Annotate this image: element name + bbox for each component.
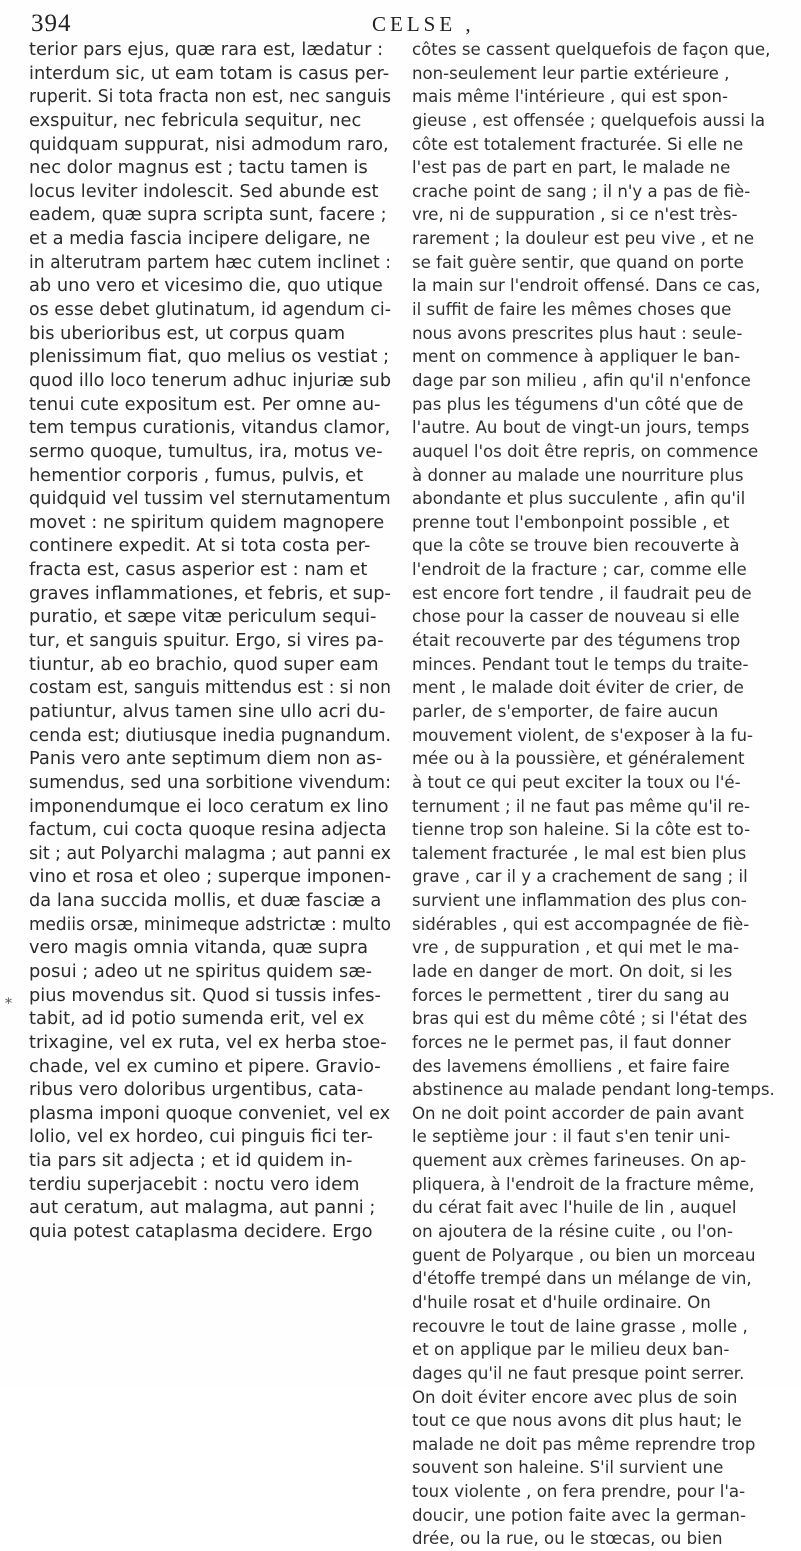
french-text-line: tout ce que nous avons dit plus haut; le: [412, 1411, 742, 1431]
latin-text-line: tabit, ad id potio sumenda erit, vel ex: [29, 1008, 365, 1030]
latin-text-line: eadem, quæ supra scripta sunt, facere ;: [29, 204, 387, 226]
french-text-line: ment , le malade doit éviter de crier, de: [412, 678, 744, 698]
latin-text-line: posui ; adeo ut ne spiritus quidem sæ-: [29, 960, 373, 982]
french-text-line: à tout ce qui peut exciter la toux ou l'é-: [412, 772, 741, 792]
latin-text-line: ruperit. Si tota fracta non est, nec sanguis: [29, 86, 391, 108]
french-text-line: gieuse , est offensée ; quelquefois aussi la: [412, 110, 765, 130]
latin-text-line: terior pars ejus, quæ rara est, lædatur :: [29, 39, 384, 60]
french-text-line: le septième jour : il faut s'en tenir uni-: [412, 1127, 731, 1147]
latin-text-line: vino et rosa et oleo ; superque imponen-: [29, 866, 391, 888]
french-text-line: était recouverte par des tégumens trop: [412, 631, 741, 651]
french-text-line: ment on commence à appliquer le ban-: [412, 347, 741, 367]
latin-text-line: quod illo loco tenerum adhuc injuriæ sub: [29, 369, 391, 391]
french-text-line: ternument ; il ne faut pas même qu'il re-: [412, 796, 751, 816]
latin-text-line: patiuntur, alvus tamen sine ullo acri du-: [29, 700, 386, 722]
french-text-line: prenne tout l'embonpoint possible , et: [412, 512, 730, 532]
latin-text-line: locus leviter indolescit. Sed abunde est: [29, 180, 379, 202]
latin-text-line: ab uno vero et vicesimo die, quo utique: [29, 275, 383, 297]
french-text-line: côte est totalement fracturée. Si elle ne: [412, 134, 744, 154]
french-text-line: mouvement violent, de s'exposer à la fu-: [412, 725, 753, 745]
french-text-line: pliquera, à l'endroit de la fracture même,: [412, 1174, 755, 1194]
latin-text-line: ribus vero doloribus urgentibus, cata-: [29, 1079, 364, 1101]
latin-text-line: nec dolor magnus est ; tactu tamen is: [29, 157, 368, 179]
french-text-line: On doit éviter encore avec plus de soin: [412, 1387, 738, 1407]
french-text-line: bras qui est du même côté ; si l'état des: [412, 1009, 748, 1029]
latin-text-line: terdiu superjacebit : noctu vero idem: [29, 1173, 360, 1195]
french-text-line: quement aux crèmes farineuses. On ap-: [412, 1151, 747, 1171]
french-text-line: dages qu'il ne faut presque point serrer.: [412, 1363, 745, 1383]
french-text-line: rarement ; la douleur est peu vive , et ne: [412, 229, 755, 249]
latin-text-line: cenda est; diutiusque inedia pugnandum.: [29, 724, 391, 746]
latin-text-line: hementior corporis , fumus, pulvis, et: [29, 464, 364, 486]
french-text-line: pas plus les tégumens d'un côté que de: [412, 394, 744, 414]
latin-text-line: Panis vero ante septimum diem non as-: [29, 748, 383, 770]
latin-text-line: fracta est, casus asperior est : nam et: [29, 559, 368, 581]
french-text-line: toux violente , on fera prendre, pour l'a-: [412, 1482, 746, 1502]
french-text-line: dage par son milieu , afin qu'il n'enfonce: [412, 370, 751, 390]
latin-text-line: os esse debet glutinatum, id agendum ci-: [29, 299, 391, 321]
latin-text-line: tia pars sit adjecta ; et id quidem in-: [29, 1150, 353, 1172]
latin-text-line: tur, et sanguis spuitur. Ergo, si vires pa-: [29, 630, 384, 652]
french-text-line: guent de Polyarque , ou bien un morceau: [412, 1245, 756, 1265]
latin-text-line: quidquid vel tussim vel sternutamentum: [29, 488, 391, 510]
french-text-line: d'étoffe trempé dans un mélange de vin,: [412, 1269, 752, 1289]
french-text-line: recouvre le tout de laine grasse , molle ,: [412, 1316, 748, 1336]
french-text-line: l'endroit de la fracture ; car, comme elle: [412, 560, 747, 580]
latin-text-line: continere expedit. At si tota costa per-: [29, 535, 371, 557]
french-text-line: parler, de s'emporter, de faire aucun: [412, 701, 719, 721]
page-number: 394: [31, 10, 72, 37]
latin-text-line: trixagine, vel ex ruta, vel ex herba stoe-: [29, 1031, 387, 1053]
french-text-line: survient une inflammation des plus con-: [412, 891, 747, 911]
latin-text-column: [29, 38, 389, 1244]
latin-text-line: mediis orsæ, minimeque adstrictæ : multo: [29, 913, 391, 935]
french-text-line: non-seulement leur partie extérieure ,: [412, 63, 730, 83]
margin-asterisk: *: [5, 996, 12, 1012]
latin-text-line: quia potest cataplasma decidere. Ergo: [29, 1221, 373, 1243]
french-text-line: grave , car il y a crachement de sang ; il: [412, 867, 748, 887]
latin-text-line: puratio, et sæpe vitæ periculum sequi-: [29, 606, 377, 628]
latin-text-line: tiuntur, ab eo brachio, quod super eam: [29, 653, 379, 675]
french-text-line: lade en danger de mort. On doit, si les: [412, 961, 733, 981]
french-text-line: crache point de sang ; il n'y a pas de fiè-: [412, 181, 751, 201]
latin-text-line: interdum sic, ut eam totam is casus per-: [29, 62, 390, 84]
latin-text-line: quidquam suppurat, nisi admodum raro,: [29, 133, 389, 155]
latin-text-line: sumendus, sed una sorbitione vivendum:: [29, 771, 391, 793]
french-text-line: forces ne le permet pas, il faut donner: [412, 1032, 731, 1052]
latin-text-line: bis uberioribus est, ut corpus quam: [29, 322, 346, 344]
running-head: CELSE ,: [372, 12, 475, 36]
french-text-line: auquel l'os doit être repris, on commence: [412, 441, 759, 461]
french-text-line: abstinence au malade pendant long-temps.: [412, 1080, 775, 1100]
latin-text-line: aut ceratum, aut malagma, aut panni ;: [29, 1197, 376, 1219]
french-text-line: minces. Pendant tout le temps du traite-: [412, 654, 749, 674]
latin-text-line: sit ; aut Polyarchi malagma ; aut panni ex: [29, 842, 391, 864]
french-text-line: tienne trop son haleine. Si la côte est to-: [412, 820, 751, 840]
latin-text-line: factum, cui cocta quoque resina adjecta: [29, 819, 387, 841]
french-text-line: côtes se cassent quelquefois de façon que,: [412, 40, 771, 59]
french-text-line: mée ou à la poussière, et généralement: [412, 749, 745, 769]
french-text-line: des lavemens émolliens , et faire faire: [412, 1056, 730, 1076]
french-text-line: et on applique par le milieu deux ban-: [412, 1340, 730, 1360]
french-text-line: est encore fort tendre , il faudrait peu de: [412, 583, 752, 603]
latin-text-line: tem tempus curationis, vitandus clamor,: [29, 417, 391, 439]
latin-text-line: vero magis omnia vitanda, quæ supra: [29, 937, 369, 959]
french-text-line: malade ne doit pas même reprendre trop: [412, 1434, 756, 1454]
french-text-line: souvent son haleine. S'il survient une: [412, 1458, 724, 1478]
french-text-line: drée, ou la rue, ou le stœcas, ou bien: [412, 1529, 723, 1549]
latin-text-line: imponendumque ei loco ceratum ex lino: [29, 795, 389, 817]
latin-text-line: costam est, sanguis mittendus est : si non: [29, 677, 391, 699]
french-text-line: l'autre. Au bout de vingt-un jours, temps: [412, 418, 750, 438]
french-text-line: l'est pas de part en part, le malade ne: [412, 158, 731, 178]
latin-text-line: pius movendus sit. Quod si tussis infes-: [29, 984, 381, 1006]
french-text-line: d'huile rosat et d'huile ordinaire. On: [412, 1292, 711, 1312]
latin-text-line: chade, vel ex cumino et pipere. Gravio-: [29, 1055, 381, 1077]
french-text-line: forces le permettent , tirer du sang au: [412, 985, 730, 1005]
latin-text-line: in alterutram partem hæc cutem inclinet :: [29, 251, 391, 273]
latin-text-line: sermo quoque, tumultus, ira, motus ve-: [29, 440, 383, 462]
french-text-line: abondante et plus succulente , afin qu'il: [412, 489, 746, 509]
french-text-line: la main sur l'endroit offensé. Dans ce cas,: [412, 276, 761, 296]
french-text-line: vre, ni de suppuration , si ce n'est très-: [412, 205, 738, 225]
french-text-line: On ne doit point accorder de pain avant: [412, 1103, 744, 1123]
french-text-line: vre , de suppuration , et qui met le ma-: [412, 938, 740, 958]
french-text-line: nous avons prescrites plus haut : seule-: [412, 323, 743, 343]
latin-text-line: lolio, vel ex hordeo, cui pinguis fici ter-: [29, 1126, 373, 1148]
french-text-line: sidérables , qui est accompagnée de fiè-: [412, 914, 750, 934]
french-text-line: mais même l'intérieure , qui est spon-: [412, 87, 728, 107]
latin-text-line: plasma imponi quoque conveniet, vel ex: [29, 1102, 391, 1124]
latin-text-line: movet : ne spiritum quidem magnopere: [29, 511, 385, 533]
latin-text-line: et a media fascia incipere deligare, ne: [29, 228, 371, 250]
latin-text-line: exspuitur, nec febricula sequitur, nec: [29, 109, 362, 131]
french-text-line: que la côte se trouve bien recouverte à: [412, 536, 740, 556]
french-text-line: du cérat fait avec l'huile de lin , auquel: [412, 1198, 737, 1218]
french-text-line: chose pour la casser de nouveau si elle: [412, 607, 740, 627]
french-text-line: à donner au malade une nourriture plus: [412, 465, 744, 485]
french-text-column: [412, 38, 784, 1551]
french-text-line: talement fracturée , le mal est bien plus: [412, 843, 747, 863]
latin-text-line: plenissimum fiat, quo melius os vestiat ;: [29, 346, 390, 368]
french-text-line: il suffit de faire les mêmes choses que: [412, 300, 732, 320]
french-text-line: se fait guère sentir, que quand on porte: [412, 252, 744, 272]
french-text-line: on ajoutera de la résine cuite , ou l'on-: [412, 1222, 733, 1242]
latin-text-line: graves inflammationes, et febris, et sup-: [29, 582, 391, 604]
latin-text-line: tenui cute expositum est. Per omne au-: [29, 393, 381, 415]
french-text-line: doucir, une potion faite avec la german-: [412, 1505, 746, 1525]
latin-text-line: da lana succida mollis, et duæ fasciæ a: [29, 890, 382, 912]
